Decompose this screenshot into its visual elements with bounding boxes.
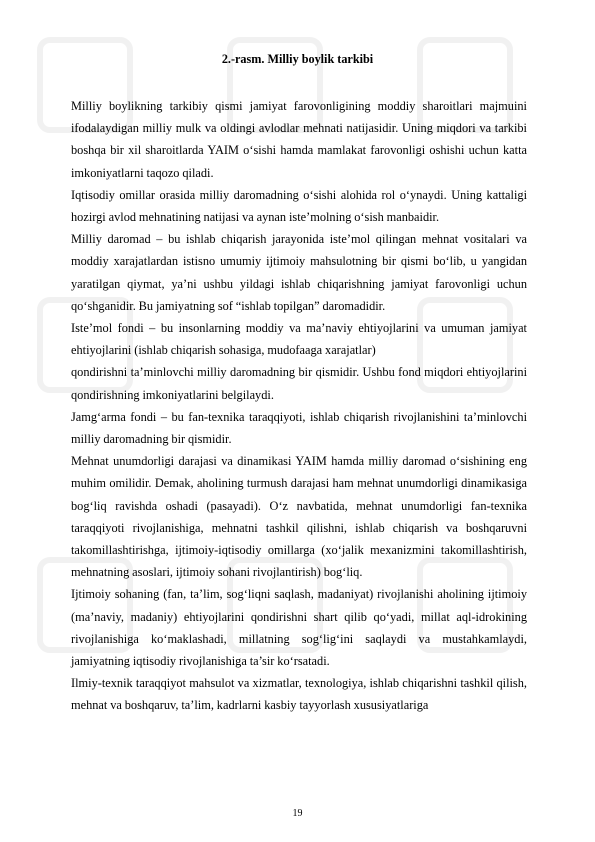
paragraph: Milliy daromad – bu ishlab chiqarish jarayonida iste’mol qilingan mehnat vositalari va moddiy xarajatlardan istisno umumiy ijtimoiy mahsulotning bir qismi bo‘lib, u yangidan yaratilgan qiymat, ya’ni ushbu yildagi ishlab chiqarishning jamiyat farovonligi uchun qo‘shganidir. Bu jamiyatning sof “ishlab topilgan” daromadidir. bbox=[71, 232, 527, 313]
paragraph: Ijtimoiy sohaning (fan, ta’lim, sog‘liqni saqlash, madaniyat) rivojlanishi aholining ijtimoiy (ma’naviy, madaniy) ehtiyojlarini qondirishni shart qilib qo‘yadi, millat aql-idrokining rivojlanishiga ko‘maklashadi, millatning sog‘lig‘ini saqlaydi va mustahkamlaydi, jamiyatning iqtisodiy rivojlanishiga ta’sir ko‘rsatadi. bbox=[71, 587, 527, 669]
paragraph: qondirishni ta’minlovchi milliy daromadning bir qismidir. Ushbu fond miqdori ehtiyojlarini qondirishning imkoniyatlarini belgilaydi. bbox=[71, 365, 527, 402]
paragraph: Jamg‘arma fondi – bu fan-texnika taraqqiyoti, ishlab chiqarish rivojlanishini ta’minlovchi milliy daromadning bir qismidir. bbox=[71, 409, 527, 447]
paragraph: Mehnat unumdorligi darajasi va dinamikasi YAIM hamda milliy daromad o‘sishining eng muhim omilidir. Demak, aholining turmush darajasi ham mehnat unumdorligi dinamikasiga bog‘liq ravishda oshadi (pasayadi). O‘z navbatida, mehnat unumdorligi fan-texnika taraqqiyoti rivojlanishiga, mehnatni tashkil qilishni, ishlab chiqarish va boshqaruvni takomillashtirishga, ijtimoiy-iqtisodiy omillarga (xo‘jalik mexanizmini takomillashtirish, mehnatning asoslari, ijtimoiy sohani rivojlantirish) bog‘liq. bbox=[71, 454, 527, 580]
paragraph: Iqtisodiy omillar orasida milliy daromadning o‘sishi alohida rol o‘ynaydi. Uning kattaligi hozirgi avlod mehnatining natijasi va aynan iste’molning o‘sish manbaidir. bbox=[71, 187, 527, 225]
body-text bbox=[71, 95, 527, 717]
paragraph: Ilmiy-texnik taraqqiyot mahsulot va xizmatlar, texnologiya, ishlab chiqarishni tashkil qilish, mehnat va boshqaruv, ta’lim, kadrlarni kasbiy tayyorlash xususiyatlariga bbox=[71, 676, 527, 713]
figure-caption: 2.-rasm. Milliy boylik tarkibi bbox=[221, 52, 374, 66]
page-number: 19 bbox=[292, 808, 303, 819]
paragraph: Iste’mol fondi – bu insonlarning moddiy va ma’naviy ehtiyojlarini va umuman jamiyat ehtiyojlarini (ishlab chiqarish sohasiga, mudofaaga xarajatlar) bbox=[71, 321, 527, 358]
paragraph: Milliy boylikning tarkibiy qismi jamiyat farovonligining moddiy sharoitlari majmuini ifodalaydigan milliy mulk va oldingi avlodlar mehnati natijasidir. Uning miqdori va tarkibi boshqa bir xil sharoitlarda YAIM o‘sishi hamda mamlakat farovonligi oshishi uchun katta imkoniyatlarni taqozo qiladi. bbox=[71, 99, 527, 180]
